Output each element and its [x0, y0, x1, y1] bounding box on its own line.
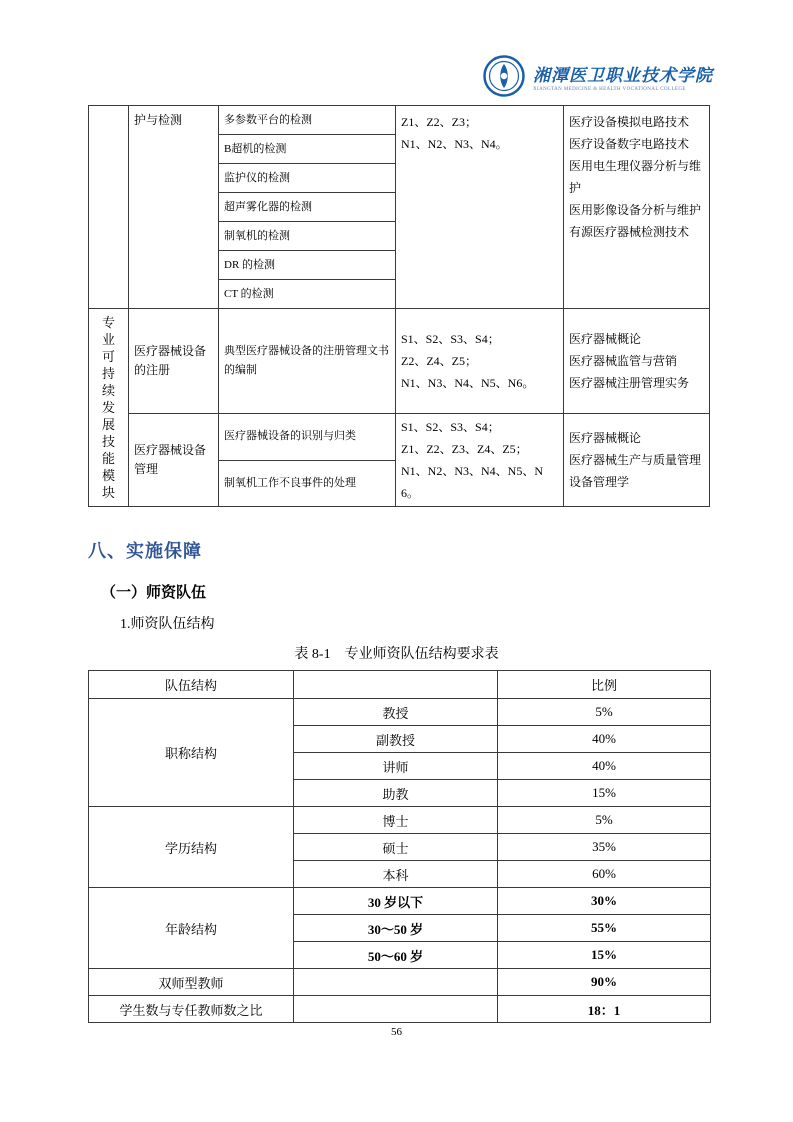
group-name-cell: 年龄结构: [89, 888, 294, 969]
item-cell: 博士: [294, 807, 498, 834]
course-item: 医用电生理仪器分析与维护: [569, 159, 702, 195]
item-cell: 教授: [294, 699, 498, 726]
table-row: [89, 996, 711, 1023]
module-empty-cell: [89, 106, 129, 309]
item-cell: 50～60 岁: [294, 942, 498, 969]
group-name-cell: 双师型教师: [89, 969, 294, 996]
courses-cell-register: [564, 309, 710, 414]
ratio-cell: 5%: [498, 807, 711, 834]
codes-cell-manage: [396, 414, 564, 507]
ratio-cell: 60%: [498, 861, 711, 888]
codes-cell-register: [396, 309, 564, 414]
task-cell: 医疗器械设备的识别与归类: [219, 414, 396, 461]
item-cell: [294, 969, 498, 996]
module-label-cell: [89, 309, 129, 507]
ratio-cell: 35%: [498, 834, 711, 861]
courses-cell-manage: [564, 414, 710, 507]
item-cell: 本科: [294, 861, 498, 888]
module-label: 专业可持续发展技能模块: [101, 315, 115, 500]
faculty-structure-table: [88, 670, 711, 1023]
course-item: 医疗器械监管与营销: [569, 354, 678, 368]
table-row: [89, 699, 711, 726]
ratio-cell: 55%: [498, 915, 711, 942]
college-name: 湘潭医卫职业技术学院: [533, 66, 713, 85]
college-emblem-icon: [483, 55, 525, 102]
codes-line: S1、S2、S3、S4；: [401, 332, 500, 346]
category-cell-maintain: 护与检测: [129, 106, 219, 309]
college-name-block: [533, 65, 713, 92]
codes-line: Z1、Z2、Z3；: [401, 115, 477, 129]
category-cell-manage: 医疗器械设备管理: [129, 414, 219, 507]
task-cell: B超机的检测: [219, 135, 396, 164]
course-item: 设备管理学: [569, 475, 630, 489]
course-item: 医疗设备数字电路技术: [569, 137, 690, 151]
section-heading: 八、实施保障: [88, 541, 202, 561]
table-row: [89, 969, 711, 996]
course-item: 医用影像设备分析与维护: [569, 203, 702, 217]
task-cell: 超声雾化器的检测: [219, 193, 396, 222]
course-item: 医疗器械注册管理实务: [569, 376, 690, 390]
courses-cell-maintain: [564, 106, 710, 309]
item-cell: 硕士: [294, 834, 498, 861]
category-cell-register: 医疗器械设备的注册: [129, 309, 219, 414]
subsection-heading: （一）师资队伍: [101, 585, 207, 601]
codes-line: S1、S2、S3、S4；: [401, 420, 500, 434]
table-caption: 表 8-1 专业师资队伍结构要求表: [294, 647, 499, 662]
task-cell: 多参数平台的检测: [219, 106, 396, 135]
course-item: 医疗器械概论: [569, 332, 642, 346]
table-row: [89, 888, 711, 915]
group-name-cell: 学生数与专任教师数之比: [89, 996, 294, 1023]
ratio-cell: 40%: [498, 726, 711, 753]
course-item: 医疗器械生产与质量管理: [569, 453, 702, 467]
ratio-cell: 5%: [498, 699, 711, 726]
group-name-cell: 职称结构: [89, 699, 294, 807]
table-row: [89, 807, 711, 834]
item-heading: 1.师资队伍结构: [120, 617, 215, 632]
ratio-cell: 30%: [498, 888, 711, 915]
item-cell: 副教授: [294, 726, 498, 753]
ratio-cell: 90%: [498, 969, 711, 996]
codes-line: Z2、Z4、Z5；: [401, 354, 477, 368]
task-cell: 监护仪的检测: [219, 164, 396, 193]
group-name-cell: 学历结构: [89, 807, 294, 888]
item-cell: [294, 996, 498, 1023]
item-cell: 30 岁以下: [294, 888, 498, 915]
course-item: 医疗器械概论: [569, 431, 642, 445]
course-item: 医疗设备模拟电路技术: [569, 115, 690, 129]
codes-line: N1、N3、N4、N5、N6。: [401, 376, 535, 390]
ratio-cell: 15%: [498, 780, 711, 807]
ratio-cell: 40%: [498, 753, 711, 780]
college-logo: [483, 55, 713, 102]
course-item: 有源医疗器械检测技术: [569, 225, 690, 239]
ratio-cell: 18：1: [498, 996, 711, 1023]
item-cell: 助教: [294, 780, 498, 807]
task-cell: 制氧机的检测: [219, 222, 396, 251]
column-header-ratio: 比例: [498, 671, 711, 699]
item-cell: 30～50 岁: [294, 915, 498, 942]
codes-cell-maintain: [396, 106, 564, 309]
column-header-empty: [294, 671, 498, 699]
codes-line: N1、N2、N3、N4。: [401, 137, 508, 151]
page-number: 56: [391, 1026, 402, 1038]
task-cell: CT 的检测: [219, 280, 396, 309]
skills-module-table: [88, 105, 710, 507]
task-cell: 制氧机工作不良事件的处理: [219, 460, 396, 507]
college-name-en: XIANGTAN MEDICINE & HEALTH VOCATIONAL COLLEGE: [533, 87, 686, 92]
task-cell: DR 的检测: [219, 251, 396, 280]
item-cell: 讲师: [294, 753, 498, 780]
ratio-cell: 15%: [498, 942, 711, 969]
codes-line: N1、N2、N3、N4、N5、N6。: [401, 464, 543, 500]
column-header-structure: 队伍结构: [89, 671, 294, 699]
task-cell: 典型医疗器械设备的注册管理文书的编制: [219, 309, 396, 414]
codes-line: Z1、Z2、Z3、Z4、Z5；: [401, 442, 528, 456]
